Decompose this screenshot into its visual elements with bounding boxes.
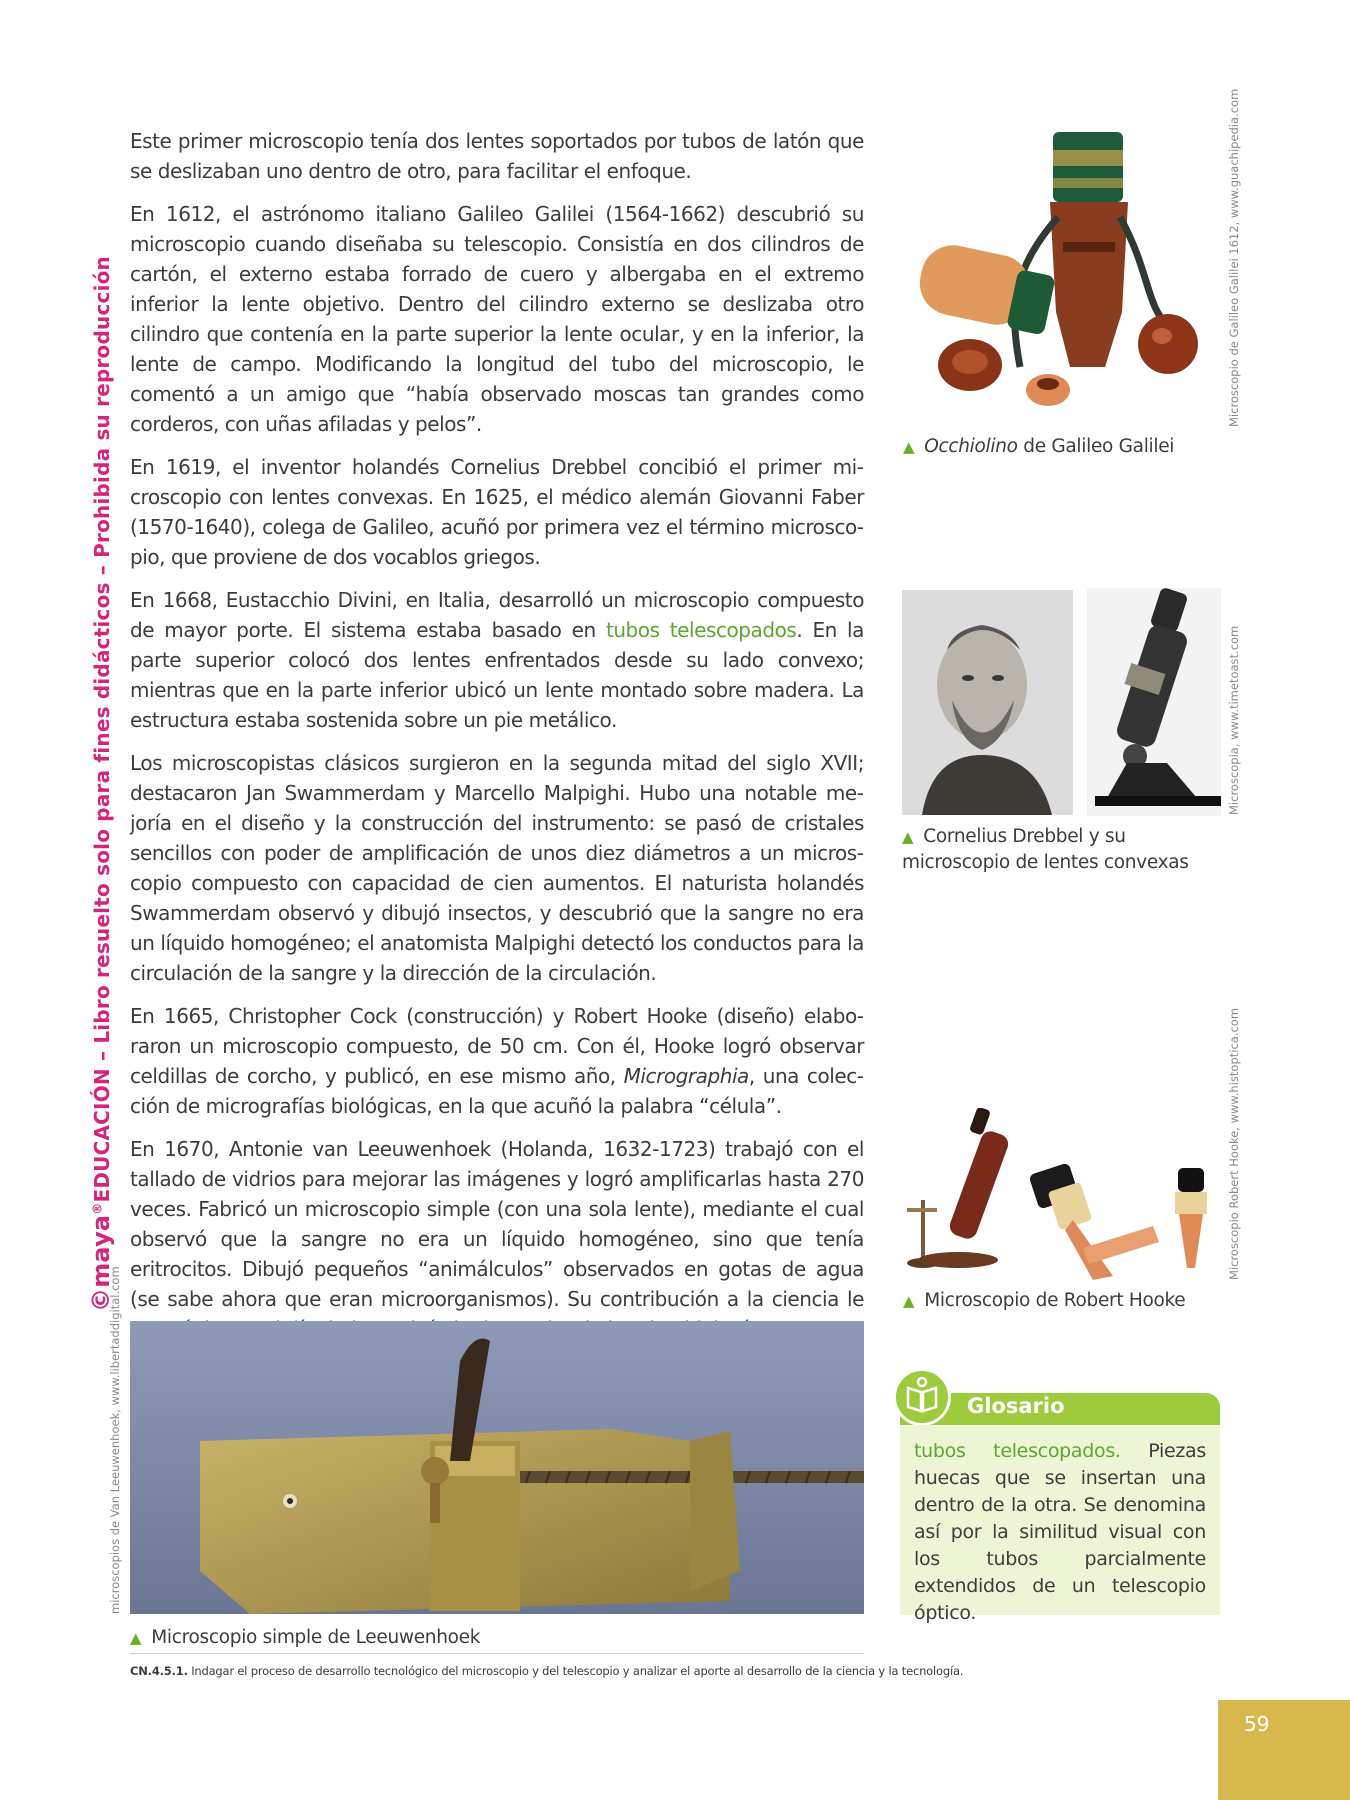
drebbel-microscope-image <box>1087 588 1221 816</box>
paragraph-3: En 1619, el inventor holandés Cornelius Drebbel concibió el primer microscopio con lentes convexas. En 1625, el médico alemán Giovanni Faber (1570-1640), colega de Galileo, acuñó por primera vez el término microscopio, que proviene de dos vocablos griegos. <box>130 455 864 569</box>
caption-divider <box>130 1653 864 1654</box>
caption-italic-occhiolino: Occhiolino <box>924 436 1018 457</box>
drebbel-caption <box>902 824 1232 876</box>
hooke-caption <box>903 1288 1223 1314</box>
registered-mark: ® <box>90 1202 105 1215</box>
paragraph-2: En 1612, el astrónomo italiano Galileo Galilei (1564-1662) descubrió su microscopio cuando diseñaba su telescopio. Consistía en dos cilindros de cartón, el externo estaba forrado de cuero y albergaba en el extremo inferior la lente objetivo. Dentro del cilindro externo se deslizaba otro cilindro que contenía en la parte superior la lente ocular, y en la inferior, la lente de campo. Modificando la longitud del tubo del microscopio, le comentó a un amigo que “había observado moscas tan grandes como corderos, con uñas afiladas y pelos”. <box>130 202 864 436</box>
paragraph-6-text-end: , una colección de micrografías biológicas, en la que acuñó la palabra “célula”. <box>130 1064 864 1118</box>
leeuwenhoek-image-credit: microscopios de Van Leeuwenhoek, www.libertaddigital.com <box>108 1266 122 1614</box>
drebbel-image-credit: Microscopia, www.timetoast.com <box>1227 625 1241 815</box>
paragraph-4 <box>130 585 864 735</box>
paragraph-5: Los microscopistas clásicos surgieron en la segunda mitad del siglo XVII; destacaron Jan Swammerdam y Marcello Malpighi. Hubo una notable mejoría en el diseño y la construcción del instrumento: se pasó de cristales sencillos con poder de amplificación de unos diez diámetros a un microscopio compuesto con capacidad de cien aumentos. El naturista holandés Swammerdam observó y dibujó insectos, y descubrió que la sangre no era un líquido homogéneo; el anatomista Malpighi detectó los conductos para la circulación de la sangre y la dirección de la circulación. <box>130 751 864 985</box>
page-number: 59 <box>1244 1712 1270 1736</box>
main-text-column <box>130 126 864 1357</box>
triangle-bullet-icon: ▲ <box>902 828 914 846</box>
watermark <box>87 256 115 1312</box>
leeuwenhoek-microscope-image <box>130 1321 864 1614</box>
paragraph-1: Este primer microscopio tenía dos lentes soportados por tubos de latón que se deslizaban uno dentro de otro, para facilitar el enfoque. <box>130 129 864 183</box>
curriculum-code: CN.4.5.1. <box>130 1664 188 1678</box>
leeuwenhoek-caption <box>130 1625 864 1651</box>
triangle-bullet-icon: ▲ <box>903 438 915 456</box>
glosario-definition: Piezas huecas que se insertan una dentro de la otra. Se denomina así por la similitud visual con los tubos parcialmente extendidos de un telescopio óptico. <box>914 1440 1206 1624</box>
hooke-caption-text: Microscopio de Robert Hooke <box>924 1290 1186 1311</box>
leeuwenhoek-caption-text: Microscopio simple de Leeuwenhoek <box>151 1627 481 1648</box>
paragraph-4-text-end: . En la parte superior colocó dos lentes enfrentados desde su lado convexo; mientras que en la parte inferior ubicó un lente montado sobre madera. La estructura estaba sostenida sobre un pie metálico. <box>130 618 864 732</box>
caption-rest: de Galileo Galilei <box>1017 436 1175 457</box>
curriculum-footer-note <box>130 1664 963 1678</box>
galileo-image-credit: Microscopio de Galileo Galilei 1612, www.guachipedia.com <box>1227 88 1241 427</box>
hooke-microscope-image <box>903 1108 1223 1280</box>
glosario-title: Glosario <box>967 1394 1065 1418</box>
micrographia-title: Micrographia <box>623 1064 749 1088</box>
page-number-box <box>1218 1700 1350 1800</box>
drebbel-portrait-image <box>902 590 1073 815</box>
curriculum-text: Indagar el proceso de desarrollo tecnológico del microscopio y del telescopio y analizar el aporte al desarrollo de la ciencia y la tecnología. <box>187 1664 964 1678</box>
drebbel-caption-text: Cornelius Drebbel y su microscopio de lentes convexas <box>902 826 1189 873</box>
paragraph-4-text: En 1668, Eustacchio Divini, en Italia, desarrolló un microscopio compuesto de mayor porte. El sistema estaba basado en <box>130 588 864 642</box>
glosario-term: tubos telescopados. <box>914 1440 1121 1462</box>
maya-logo: ©maya <box>87 1214 115 1312</box>
glosario-body <box>900 1425 1220 1624</box>
glossary-term-link[interactable]: tubos telescopados <box>605 618 797 642</box>
watermark-text: EDUCACIÓN – Libro resuelto solo para fines didácticos – Prohibida su reproducción <box>90 256 114 1203</box>
galileo-caption <box>903 434 1223 460</box>
galileo-microscope-image <box>900 122 1220 422</box>
book-icon <box>893 1368 951 1426</box>
paragraph-6 <box>130 1001 864 1121</box>
hooke-image-credit: Microscopio Robert Hooke, www.histoptica.com <box>1227 1007 1241 1280</box>
paragraph-7: En 1670, Antonie van Leeuwenhoek (Holanda, 1632-1723) trabajó con el tallado de vidrios para mejorar las imágenes y logró amplificarlas hasta 270 veces. Fabricó un microscopio simple (con una sola lente), mediante el cual observó que la sangre no era un líquido homogéneo, sino que tenía eritrocitos. Dibujó pequeños “animálculos” observados en gotas de agua (se sabe ahora que eran microorganismos). Su contribución a la ciencia le <box>130 1137 864 1311</box>
paragraph-6-text: En 1665, Christopher Cock (construcción) y Robert Hooke (diseño) elaboraron un microscopio compuesto, de 50 cm. Con él, Hooke logró observar celdillas de corcho, y publicó, en ese mismo año, <box>130 1004 864 1088</box>
triangle-bullet-icon: ▲ <box>903 1292 915 1310</box>
triangle-bullet-icon: ▲ <box>130 1629 142 1647</box>
